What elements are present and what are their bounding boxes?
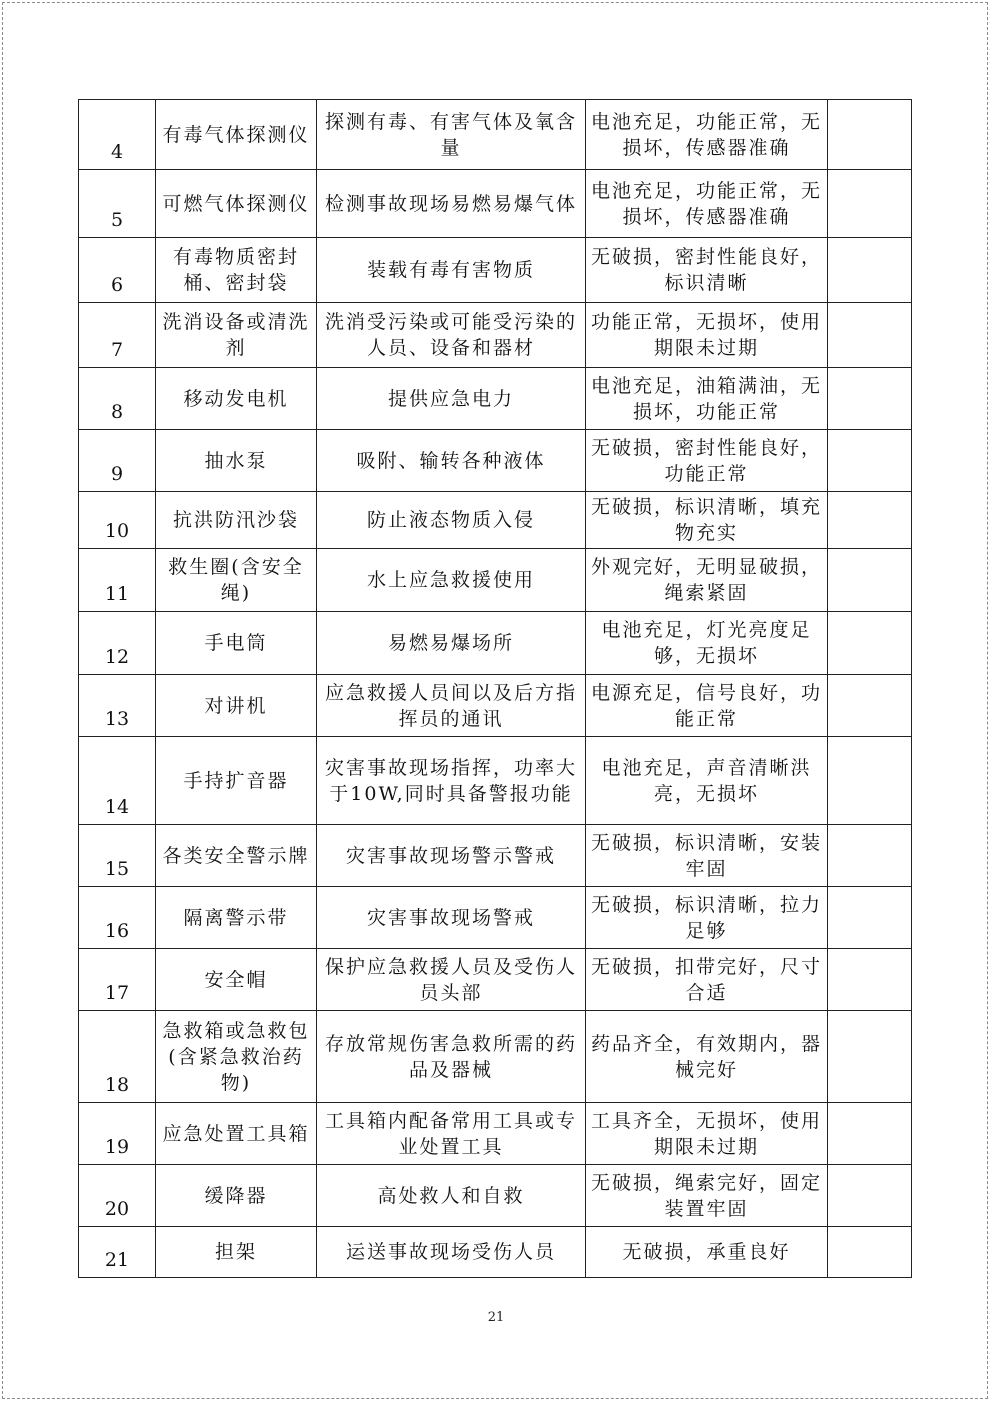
table-row: [79, 675, 912, 737]
table-row: [79, 949, 912, 1011]
equipment-usage: 应急救援人员间以及后方指挥员的通讯: [317, 675, 586, 737]
equipment-requirement: 电池充足，灯光亮度足够，无损坏: [586, 612, 828, 675]
equipment-usage: 装载有毒有害物质: [317, 238, 586, 303]
equipment-requirement: 外观完好，无明显破损，绳索紧固: [586, 549, 828, 612]
equipment-name: 手电筒: [156, 612, 317, 675]
equipment-name: 抽水泵: [156, 430, 317, 492]
equipment-requirement: 电池充足，功能正常，无损坏，传感器准确: [586, 100, 828, 170]
remark-cell: [828, 492, 912, 549]
row-number: 20: [79, 1165, 156, 1227]
row-number: 16: [79, 887, 156, 949]
remark-cell: [828, 612, 912, 675]
remark-cell: [828, 1011, 912, 1103]
row-number: 9: [79, 430, 156, 492]
table-row: [79, 303, 912, 368]
equipment-name: 急救箱或急救包(含紧急救治药物): [156, 1011, 317, 1103]
equipment-name: 缓降器: [156, 1165, 317, 1227]
row-number: 17: [79, 949, 156, 1011]
row-number: 4: [79, 100, 156, 170]
remark-cell: [828, 1103, 912, 1165]
equipment-requirement: 电池充足，功能正常，无损坏，传感器准确: [586, 170, 828, 238]
equipment-usage: 灾害事故现场警戒: [317, 887, 586, 949]
row-number: 18: [79, 1011, 156, 1103]
equipment-name: 有毒物质密封桶、密封袋: [156, 238, 317, 303]
equipment-name: 各类安全警示牌: [156, 825, 317, 887]
equipment-name: 救生圈(含安全绳): [156, 549, 317, 612]
equipment-usage: 工具箱内配备常用工具或专业处置工具: [317, 1103, 586, 1165]
table-row: [79, 100, 912, 170]
equipment-usage: 易燃易爆场所: [317, 612, 586, 675]
table-row: [79, 887, 912, 949]
table-row: [79, 1011, 912, 1103]
table-row: [79, 549, 912, 612]
remark-cell: [828, 1227, 912, 1278]
table-row: [79, 430, 912, 492]
table-row: [79, 612, 912, 675]
remark-cell: [828, 737, 912, 825]
equipment-name: 安全帽: [156, 949, 317, 1011]
equipment-usage: 灾害事故现场指挥，功率大于10W,同时具备警报功能: [317, 737, 586, 825]
equipment-name: 洗消设备或清洗剂: [156, 303, 317, 368]
page-number: 21: [487, 1310, 505, 1325]
row-number: 7: [79, 303, 156, 368]
remark-cell: [828, 170, 912, 238]
row-number: 15: [79, 825, 156, 887]
equipment-requirement: 工具齐全，无损坏，使用期限未过期: [586, 1103, 828, 1165]
row-number: 19: [79, 1103, 156, 1165]
row-number: 21: [79, 1227, 156, 1278]
table-row: [79, 1103, 912, 1165]
remark-cell: [828, 675, 912, 737]
remark-cell: [828, 887, 912, 949]
equipment-name: 担架: [156, 1227, 317, 1278]
equipment-name: 隔离警示带: [156, 887, 317, 949]
table-row: [79, 1165, 912, 1227]
equipment-requirement: 无破损，密封性能良好，功能正常: [586, 430, 828, 492]
equipment-name: 有毒气体探测仪: [156, 100, 317, 170]
equipment-usage: 灾害事故现场警示警戒: [317, 825, 586, 887]
equipment-usage: 吸附、输转各种液体: [317, 430, 586, 492]
row-number: 5: [79, 170, 156, 238]
row-number: 12: [79, 612, 156, 675]
equipment-requirement: 无破损，密封性能良好，标识清晰: [586, 238, 828, 303]
equipment-usage: 保护应急救援人员及受伤人员头部: [317, 949, 586, 1011]
row-number: 13: [79, 675, 156, 737]
equipment-usage: 检测事故现场易燃易爆气体: [317, 170, 586, 238]
table-row: [79, 492, 912, 549]
row-number: 6: [79, 238, 156, 303]
table-row: [79, 825, 912, 887]
equipment-requirement: 药品齐全，有效期内，器械完好: [586, 1011, 828, 1103]
equipment-requirement: 无破损，标识清晰，安装牢固: [586, 825, 828, 887]
remark-cell: [828, 949, 912, 1011]
equipment-table-body: [79, 100, 912, 1278]
remark-cell: [828, 238, 912, 303]
remark-cell: [828, 368, 912, 430]
remark-cell: [828, 825, 912, 887]
equipment-name: 应急处置工具箱: [156, 1103, 317, 1165]
remark-cell: [828, 430, 912, 492]
equipment-name: 抗洪防汛沙袋: [156, 492, 317, 549]
equipment-requirement: 电源充足，信号良好，功能正常: [586, 675, 828, 737]
equipment-requirement: 无破损，标识清晰，填充物充实: [586, 492, 828, 549]
table-row: [79, 238, 912, 303]
equipment-name: 移动发电机: [156, 368, 317, 430]
row-number: 14: [79, 737, 156, 825]
equipment-usage: 存放常规伤害急救所需的药品及器械: [317, 1011, 586, 1103]
equipment-name: 可燃气体探测仪: [156, 170, 317, 238]
table-row: [79, 1227, 912, 1278]
table-row: [79, 737, 912, 825]
remark-cell: [828, 549, 912, 612]
table-row: [79, 170, 912, 238]
equipment-requirement: 无破损，绳索完好，固定装置牢固: [586, 1165, 828, 1227]
row-number: 10: [79, 492, 156, 549]
table-row: [79, 368, 912, 430]
equipment-requirement: 无破损，标识清晰，拉力足够: [586, 887, 828, 949]
equipment-requirement: 无破损，扣带完好，尺寸合适: [586, 949, 828, 1011]
equipment-name: 手持扩音器: [156, 737, 317, 825]
remark-cell: [828, 303, 912, 368]
remark-cell: [828, 1165, 912, 1227]
equipment-usage: 探测有毒、有害气体及氧含量: [317, 100, 586, 170]
equipment-table: [78, 99, 912, 1278]
row-number: 11: [79, 549, 156, 612]
equipment-usage: 提供应急电力: [317, 368, 586, 430]
equipment-usage: 运送事故现场受伤人员: [317, 1227, 586, 1278]
row-number: 8: [79, 368, 156, 430]
equipment-usage: 防止液态物质入侵: [317, 492, 586, 549]
equipment-usage: 高处救人和自救: [317, 1165, 586, 1227]
equipment-usage: 洗消受污染或可能受污染的人员、设备和器材: [317, 303, 586, 368]
equipment-name: 对讲机: [156, 675, 317, 737]
remark-cell: [828, 100, 912, 170]
equipment-requirement: 电池充足，声音清晰洪亮，无损坏: [586, 737, 828, 825]
equipment-requirement: 电池充足，油箱满油，无损坏，功能正常: [586, 368, 828, 430]
equipment-usage: 水上应急救援使用: [317, 549, 586, 612]
equipment-requirement: 无破损，承重良好: [586, 1227, 828, 1278]
equipment-requirement: 功能正常，无损坏，使用期限未过期: [586, 303, 828, 368]
